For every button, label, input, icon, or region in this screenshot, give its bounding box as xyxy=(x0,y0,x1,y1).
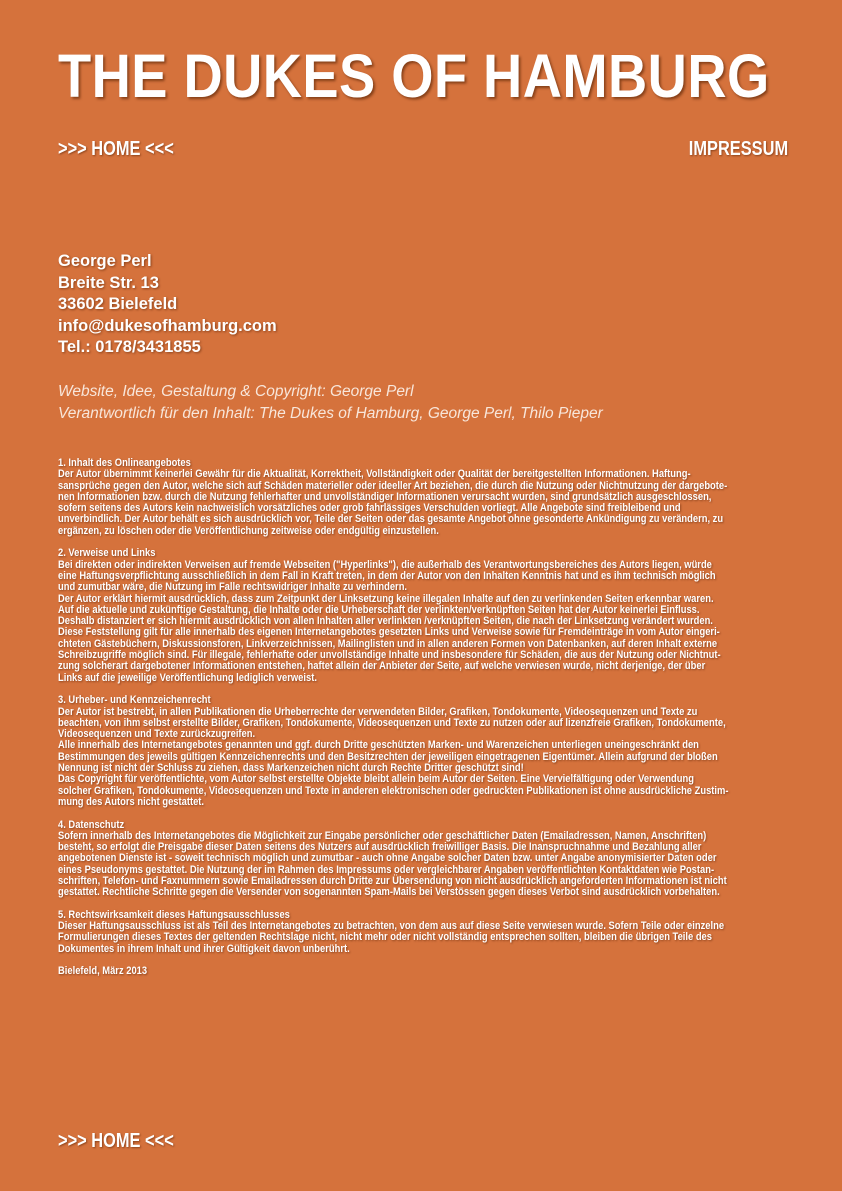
legal-section-heading: 5. Rechtswirksamkeit dieses Haftungsausschlusses xyxy=(58,908,290,921)
credits-line-design: Website, Idee, Gestaltung & Copyright: George Perl xyxy=(58,383,414,400)
footer-home-link[interactable]: >>> HOME <<< xyxy=(58,1130,174,1152)
legal-signoff: Bielefeld, März 2013 xyxy=(58,965,148,978)
home-link[interactable]: >>> HOME <<< xyxy=(58,138,174,160)
legal-section-body: Sofern innerhalb des Internetangebotes die Möglichkeit zur Eingabe persönlicher oder geschäftlicher Daten (Emailadressen, Namen, Anschriften) besteht, so erfolgt die Preisgabe dieser Daten seitens des Nutzers auf ausdrücklich freiwilliger Basis. Die Inanspruchnahme und Bezahlung aller angebotenen Dienste ist - soweit technisch möglich und zumutbar - auch ohne Angabe solcher Daten bzw. unter Angabe anonymisierter Daten oder eines Pseudonyms gestattet. Die Nutzung der im Rahmen des Impressums oder vergleichbarer Angaben veröffentlichten Kontaktdaten wie Postan- schriften, Telefon- und Faxnummern sowie Emailadressen durch Dritte zur Übersendung von nicht ausdrücklich angeforderten Informationen ist nicht gestattet. Rechtliche Schritte gegen die Versender von sogenannten Spam-Mails bei Verstössen gegen dieses Verbot sind ausdrücklich vorbehalten. xyxy=(58,829,727,899)
credits-line-responsible: Verantwortlich für den Inhalt: The Dukes of Hamburg, George Perl, Thilo Pieper xyxy=(58,405,603,422)
contact-street: Breite Str. 13 xyxy=(58,273,159,292)
contact-name: George Perl xyxy=(58,252,152,270)
legal-section-heading: 1. Inhalt des Onlineangebotes xyxy=(58,457,191,469)
legal-section-heading: 2. Verweise und Links xyxy=(58,547,156,560)
legal-section-body: Bei direkten oder indirekten Verweisen auf fremde Webseiten ("Hyperlinks"), die außerhalb des Verantwortungsbereiches des Autors liegen, würde eine Haftungsverpflichtung ausschließlich in dem Fall in Kraft treten, in dem der Autor von den Inhalten Kenntnis hat und es ihm technisch möglich und zumutbar wäre, die Nutzung im Falle rechtswidriger Inhalte zu verhindern. Der Autor erklärt hiermit ausdrücklich, dass zum Zeitpunkt der Linksetzung keine illegalen Inhalte auf den zu verlinkenden Seiten erkennbar waren. Auf die aktuelle und zukünftige Gestaltung, die Inhalte oder die Urheberschaft der verlinkten/verknüpften Seiten hat der Autor keinerlei Einfluss. Deshalb distanziert er sich hiermit ausdrücklich von allen Inhalten aller verlinkten /verknüpften Seiten, die nach der Linksetzung verändert wurden. Diese Feststellung gilt für alle innerhalb des eigenen Internetangebotes gesetzten Links und Verweise sowie für Fremdeinträge in vom Autor eingeri- chteten Gästebüchern, Diskussionsforen, Linkverzeichnissen, Mailinglisten und in allen anderen Formen von Datenbanken, auf deren Inhalt externe Schreibzugriffe möglich sind. Für illegale, fehlerhafte oder unvollständige Inhalte und insbesondere für Schäden, die aus der Nutzung oder Nichtnut- zung solcherart dargebotener Informationen entstehen, haftet allein der Anbieter der Seite, auf welche verwiesen wurde, nicht derjenige, der über Links auf die jeweilige Veröffentlichung lediglich verweist. xyxy=(58,558,721,684)
legal-section-body: Dieser Haftungsausschluss ist als Teil des Internetangebotes zu betrachten, von dem aus auf diese Seite verwiesen wurde. Sofern Teile oder einzelne Formulierungen dieses Textes der geltenden Rechtslage nicht, nicht mehr oder nicht vollständig entsprechen sollten, bleiben die übrigen Teile des Dokumentes in ihrem Inhalt und ihrer Gültigkeit davon unberührt. xyxy=(58,920,725,955)
legal-section-heading: 3. Urheber- und Kennzeichenrecht xyxy=(58,694,211,707)
legal-section xyxy=(58,548,784,684)
legal-section xyxy=(58,695,784,808)
legal-section xyxy=(58,910,784,955)
contact-address xyxy=(58,251,277,359)
legal-section-body: Der Autor übernimmt keinerlei Gewähr für die Aktualität, Korrektheit, Vollständigkeit oder Qualität der bereitgestellten Informationen. Haftung- sansprüche gegen den Autor, welche sich auf Schäden materieller oder ideeller Art beziehen, die durch die Nutzung oder Nichtnutzung der dargebote- nen Informationen bzw. durch die Nutzung fehlerhafter und unvollständiger Informationen verursacht wurden, sind grundsätzlich ausgeschlossen, sofern seitens des Autors kein nachweislich vorsätzliches oder grob fahrlässiges Verschulden vorliegt. Alle Angebote sind freibleibend und unverbindlich. Der Autor behält es sich ausdrücklich vor, Teile der Seiten oder das gesamte Angebot ohne gesonderte Ankündigung zu verändern, zu ergänzen, zu löschen oder die Veröffentlichung zeitweise oder endgültig einzustellen. xyxy=(58,468,728,537)
contact-phone: Tel.: 0178/3431855 xyxy=(58,338,201,356)
legal-section-heading: 4. Datenschutz xyxy=(58,818,125,831)
contact-city: 33602 Bielefeld xyxy=(58,295,178,313)
page-label-impressum: IMPRESSUM xyxy=(688,138,788,160)
legal-section xyxy=(58,820,784,899)
legal-section xyxy=(58,458,784,537)
legal-section-body: Der Autor ist bestrebt, in allen Publikationen die Urheberrechte der verwendeten Bilder, Grafiken, Tondokumente, Videosequenzen und Texte zu beachten, von ihm selbst erstellte Bilder, Grafiken, Tondokumente, Videosequenzen und Texte zu nutzen oder auf lizenzfreie Grafiken, Tondokumente, Videosequenzen und Texte zurückzugreifen. Alle innerhalb des Internetangebotes genannten und ggf. durch Dritte geschützten Marken- und Warenzeichen unterliegen uneingeschränkt den Bestimmungen des jeweils gültigen Kennzeichenrechts und den Besitzrechten der jeweiligen eingetragenen Eigentümer. Allein aufgrund der bloßen Nennung ist nicht der Schluss zu ziehen, dass Markenzeichen nicht durch Rechte Dritter geschützt sind! Das Copyright für veröffentlichte, vom Autor selbst erstellte Objekte bleibt allein beim Autor der Seiten. Eine Vervielfältigung oder Verwendung solcher Grafiken, Tondokumente, Videosequenzen und Texte in anderen elektronischen oder gedruckten Publikationen ist ohne ausdrückliche Zustim- mung des Autors nicht gestattet. xyxy=(58,705,729,808)
credits xyxy=(58,381,603,425)
contact-email[interactable]: info@dukesofhamburg.com xyxy=(58,316,277,335)
legal-disclaimer xyxy=(58,458,784,978)
site-title: THE DUKES OF HAMBURG xyxy=(58,42,770,110)
